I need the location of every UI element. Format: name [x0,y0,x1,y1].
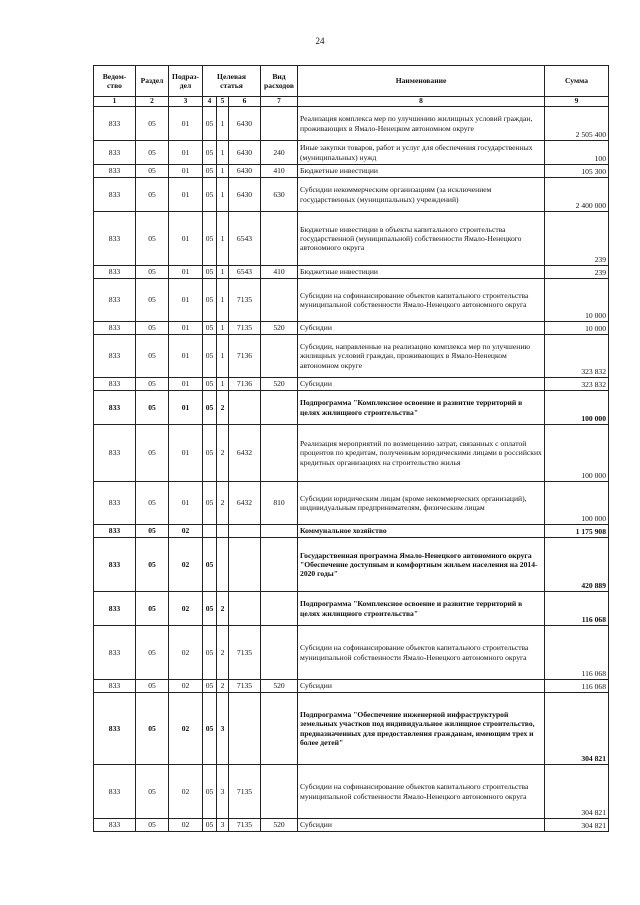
cell-expense-type: 520 [261,819,298,832]
cell-target-2: 1 [217,212,229,266]
cell-target-3 [229,693,261,765]
cell-expense-type [261,693,298,765]
cell-razdel: 05 [136,680,169,693]
cell-razdel: 05 [136,279,169,322]
cell-target-3: 7135 [229,680,261,693]
cell-target-1: 05 [203,107,217,141]
cell-razdel: 05 [136,693,169,765]
cell-amount: 100 000 [545,425,609,482]
cell-name: Бюджетные инвестиции [298,165,545,178]
table-body [94,107,609,832]
cell-name: Иные закупки товаров, работ и услуг для обеспечения государственных (муниципальных) нужд [298,141,545,165]
cell-name: Коммунальное хозяйство [298,525,545,538]
cell-target-3: 7135 [229,819,261,832]
cell-expense-type: 520 [261,378,298,391]
cell-target-1: 05 [203,819,217,832]
cell-target-2: 1 [217,279,229,322]
cell-vedom: 833 [94,626,136,680]
cell-podrazdel: 01 [169,107,203,141]
cell-razdel: 05 [136,819,169,832]
cell-target-2 [217,538,229,592]
cell-amount: 304 821 [545,819,609,832]
cell-amount: 105 300 [545,165,609,178]
cell-amount: 323 832 [545,378,609,391]
cell-vedom: 833 [94,165,136,178]
table-row [94,266,609,279]
cell-razdel: 05 [136,212,169,266]
cell-amount: 1 175 908 [545,525,609,538]
cell-podrazdel: 01 [169,178,203,212]
cell-name: Субсидии [298,819,545,832]
table-row [94,425,609,482]
cell-razdel: 05 [136,266,169,279]
table-row [94,335,609,378]
cell-podrazdel: 02 [169,525,203,538]
cell-name: Реализация мероприятий по возмещению затрат, связанных с оплатой процентов по кредитам, полученным юридическими лицами в российских кредитных организациях на строительство жилья [298,425,545,482]
cell-target-3: 7135 [229,279,261,322]
cell-expense-type: 630 [261,178,298,212]
cell-podrazdel: 02 [169,592,203,626]
cell-target-3: 7136 [229,335,261,378]
cell-amount: 100 000 [545,391,609,425]
cell-podrazdel: 01 [169,212,203,266]
cell-name: Субсидии некоммерческим организациям (за исключением государственных (муниципальных) учреждений) [298,178,545,212]
table-row [94,322,609,335]
cell-vedom: 833 [94,322,136,335]
cell-target-2: 1 [217,335,229,378]
cell-expense-type [261,538,298,592]
cell-amount: 239 [545,212,609,266]
cell-name: Субсидии [298,378,545,391]
cell-target-1 [203,525,217,538]
cell-podrazdel: 01 [169,266,203,279]
cell-target-2: 2 [217,626,229,680]
cell-vedom: 833 [94,212,136,266]
table-row [94,538,609,592]
cell-name: Подпрограмма "Комплексное освоение и развитие территорий в целях жилищного строительства" [298,391,545,425]
cell-expense-type [261,212,298,266]
col-number: 9 [545,97,609,107]
cell-name: Реализация комплекса мер по улучшению жилищных условий граждан, проживающих в Ямало-Ненецком автономном округе [298,107,545,141]
cell-podrazdel: 01 [169,482,203,525]
header-amount: Сумма [545,66,609,97]
table-row [94,141,609,165]
cell-razdel: 05 [136,322,169,335]
table-row [94,525,609,538]
cell-vedom: 833 [94,538,136,592]
cell-amount: 420 889 [545,538,609,592]
cell-target-1: 05 [203,335,217,378]
cell-vedom: 833 [94,819,136,832]
cell-name: Бюджетные инвестиции [298,266,545,279]
cell-target-3: 6430 [229,178,261,212]
cell-target-1: 05 [203,178,217,212]
cell-target-2: 1 [217,107,229,141]
table-row [94,391,609,425]
cell-target-2: 2 [217,592,229,626]
cell-razdel: 05 [136,391,169,425]
table-row [94,819,609,832]
cell-podrazdel: 02 [169,626,203,680]
header-target-article: Целевая статья [203,66,261,97]
cell-name: Подпрограмма "Обеспечение инженерной инфраструктурой земельных участков под индивидуальное жилищное строительство, предназначенных для предоставления гражданам, имеющим трех и более детей" [298,693,545,765]
cell-expense-type [261,525,298,538]
cell-vedom: 833 [94,765,136,819]
cell-podrazdel: 02 [169,819,203,832]
table-row [94,693,609,765]
cell-target-1: 05 [203,279,217,322]
cell-amount: 10 000 [545,322,609,335]
cell-target-2: 3 [217,693,229,765]
cell-expense-type [261,626,298,680]
cell-podrazdel: 01 [169,322,203,335]
col-number: 7 [261,97,298,107]
cell-vedom: 833 [94,482,136,525]
header-podrazdel: Подраз-дел [169,66,203,97]
cell-razdel: 05 [136,765,169,819]
cell-vedom: 833 [94,525,136,538]
cell-razdel: 05 [136,525,169,538]
budget-table [93,65,609,832]
cell-name: Субсидии на софинансирование объектов капитального строительства муниципальной собственности Ямало-Ненецкого автономного округа [298,765,545,819]
cell-name: Бюджетные инвестиции в объекты капитального строительства государственной (муниципальной) собственности Ямало-Ненецкого автономного округа [298,212,545,266]
table-row [94,178,609,212]
cell-target-2: 3 [217,819,229,832]
cell-target-1: 05 [203,165,217,178]
cell-target-2: 1 [217,378,229,391]
col-number: 8 [298,97,545,107]
cell-expense-type [261,107,298,141]
cell-target-3 [229,391,261,425]
cell-vedom: 833 [94,107,136,141]
cell-name: Субсидии [298,680,545,693]
cell-podrazdel: 01 [169,378,203,391]
cell-target-3: 6432 [229,425,261,482]
table-row [94,482,609,525]
cell-amount: 116 068 [545,626,609,680]
cell-target-3: 7135 [229,322,261,335]
cell-razdel: 05 [136,141,169,165]
cell-amount: 100 000 [545,482,609,525]
cell-amount: 323 832 [545,335,609,378]
header-vedom: Ведом-ство [94,66,136,97]
table-row [94,680,609,693]
cell-target-1: 05 [203,322,217,335]
cell-target-2: 1 [217,178,229,212]
col-number: 5 [217,97,229,107]
col-number: 3 [169,97,203,107]
cell-amount: 239 [545,266,609,279]
cell-amount: 304 821 [545,765,609,819]
table-row [94,378,609,391]
cell-amount: 304 821 [545,693,609,765]
cell-target-3: 6432 [229,482,261,525]
cell-amount: 116 068 [545,592,609,626]
table-row [94,165,609,178]
table-header-row [94,66,609,97]
cell-podrazdel: 02 [169,693,203,765]
cell-vedom: 833 [94,141,136,165]
page-number: 24 [315,36,325,46]
cell-expense-type: 810 [261,482,298,525]
cell-amount: 116 068 [545,680,609,693]
cell-target-2: 2 [217,391,229,425]
cell-amount: 100 [545,141,609,165]
table-row [94,592,609,626]
col-number: 2 [136,97,169,107]
col-number: 4 [203,97,217,107]
cell-vedom: 833 [94,378,136,391]
cell-expense-type: 410 [261,165,298,178]
cell-target-2: 1 [217,141,229,165]
cell-target-1: 05 [203,482,217,525]
table-row [94,107,609,141]
cell-name: Субсидии юридическим лицам (кроме некоммерческих организаций), индивидуальным предпринимателям, физическим лицам [298,482,545,525]
cell-podrazdel: 02 [169,680,203,693]
cell-expense-type: 410 [261,266,298,279]
cell-target-1: 05 [203,693,217,765]
cell-name: Субсидии на софинансирование объектов капитального строительства муниципальной собственности Ямало-Ненецкого автономного округа [298,626,545,680]
cell-target-1: 05 [203,266,217,279]
header-razdel: Раздел [136,66,169,97]
cell-vedom: 833 [94,693,136,765]
cell-razdel: 05 [136,626,169,680]
cell-expense-type: 240 [261,141,298,165]
cell-target-3: 7136 [229,378,261,391]
cell-razdel: 05 [136,335,169,378]
cell-vedom: 833 [94,279,136,322]
cell-expense-type: 520 [261,322,298,335]
cell-razdel: 05 [136,178,169,212]
cell-name: Государственная программа Ямало-Ненецкого автономного округа "Обеспечение доступным и комфортным жильем населения на 2014-2020 годы" [298,538,545,592]
cell-amount: 2 505 400 [545,107,609,141]
cell-target-3 [229,592,261,626]
table-row [94,279,609,322]
cell-target-1: 05 [203,391,217,425]
column-number-row [94,97,609,107]
cell-target-3: 6430 [229,107,261,141]
cell-target-1: 05 [203,378,217,391]
cell-podrazdel: 02 [169,765,203,819]
cell-podrazdel: 01 [169,335,203,378]
col-number: 6 [229,97,261,107]
cell-expense-type [261,335,298,378]
cell-amount: 2 400 000 [545,178,609,212]
cell-razdel: 05 [136,592,169,626]
cell-podrazdel: 01 [169,391,203,425]
cell-vedom: 833 [94,680,136,693]
cell-podrazdel: 02 [169,538,203,592]
table-row [94,765,609,819]
cell-target-2: 3 [217,765,229,819]
cell-expense-type [261,592,298,626]
col-number: 1 [94,97,136,107]
cell-vedom: 833 [94,425,136,482]
cell-razdel: 05 [136,482,169,525]
cell-target-2: 2 [217,425,229,482]
table-row [94,212,609,266]
cell-expense-type [261,765,298,819]
cell-podrazdel: 01 [169,165,203,178]
cell-target-1: 05 [203,212,217,266]
cell-target-2: 1 [217,266,229,279]
cell-amount: 10 000 [545,279,609,322]
cell-vedom: 833 [94,335,136,378]
cell-target-2 [217,525,229,538]
cell-vedom: 833 [94,592,136,626]
cell-razdel: 05 [136,165,169,178]
cell-razdel: 05 [136,538,169,592]
cell-target-3 [229,525,261,538]
cell-target-2: 2 [217,680,229,693]
cell-vedom: 833 [94,266,136,279]
cell-target-3: 6543 [229,212,261,266]
header-name: Наименование [298,66,545,97]
cell-target-1: 05 [203,425,217,482]
cell-name: Подпрограмма "Комплексное освоение и развитие территорий в целях жилищного строительства" [298,592,545,626]
cell-target-3: 7135 [229,765,261,819]
table-row [94,626,609,680]
cell-razdel: 05 [136,107,169,141]
cell-target-3: 6543 [229,266,261,279]
cell-expense-type: 520 [261,680,298,693]
cell-target-1: 05 [203,680,217,693]
cell-target-3 [229,538,261,592]
cell-vedom: 833 [94,391,136,425]
cell-target-1: 05 [203,626,217,680]
cell-target-3: 7135 [229,626,261,680]
cell-podrazdel: 01 [169,279,203,322]
cell-target-2: 2 [217,482,229,525]
cell-podrazdel: 01 [169,425,203,482]
cell-expense-type [261,391,298,425]
cell-razdel: 05 [136,425,169,482]
cell-target-2: 1 [217,322,229,335]
header-expense-type: Вид расходов [261,66,298,97]
cell-name: Субсидии на софинансирование объектов капитального строительства муниципальной собственности Ямало-Ненецкого автономного округа [298,279,545,322]
cell-target-3: 6430 [229,141,261,165]
cell-target-3: 6430 [229,165,261,178]
cell-name: Субсидии [298,322,545,335]
cell-podrazdel: 01 [169,141,203,165]
cell-target-1: 05 [203,765,217,819]
cell-target-1: 05 [203,592,217,626]
cell-razdel: 05 [136,378,169,391]
cell-target-1: 05 [203,538,217,592]
cell-name: Субсидии, направленные на реализацию комплекса мер по улучшению жилищных условий граждан, проживающих в Ямало-Ненецком автономном округе [298,335,545,378]
cell-target-1: 05 [203,141,217,165]
cell-target-2: 1 [217,165,229,178]
cell-vedom: 833 [94,178,136,212]
cell-expense-type [261,425,298,482]
cell-expense-type [261,279,298,322]
